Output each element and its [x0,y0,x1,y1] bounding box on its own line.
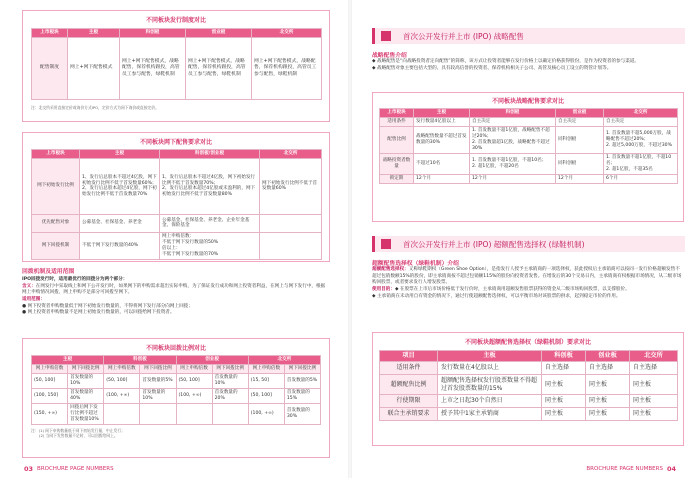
t3-cell: (50, 100] [176,373,212,388]
t1-c0: 网上+网下配售模式 [68,37,120,99]
t5-cell: 12个月 [470,174,556,183]
t3-cell: 首发数量的15% [284,388,320,403]
clawback-sub: IPO回拨发行时，适用最优行的回拨分为两个部分： [22,277,128,282]
t5-cell: 自主决定 [604,117,678,126]
t3-cell: (100, 150] [32,388,68,403]
t6-row [380,408,678,421]
t3-cell: (50, 100] [248,388,284,403]
t3-cell: 首发数量的30% [284,403,320,424]
t5-cell: 同科创板 [556,153,604,174]
t5-cell: 1. 首发数量不超1亿股，战略配售不超过20%； 2. 首发数量超1亿股，战略配售不超过30% [470,126,556,153]
clawback-p2 [22,297,328,304]
clawback-b2: ● 网上投资者申购数量不足网上初始发行数量的，可以回拨给网下投资者。 [22,310,175,316]
t6-cell: 联合主承销要求 [380,408,438,421]
t6-cell: 同主板 [630,408,678,421]
t1-row-label: 配售制度 [32,37,68,99]
t5-cell: 战略配售数量不超过首发数量的30% [414,126,470,153]
t1-c3: 网上+网下配售模式，战略配售，保荐机构跟投，高管员工参与配售，绿鞋机制 [252,37,322,99]
t6-row [380,395,678,408]
clawback-p1 [22,284,328,297]
t5-h0: 上市板块 [380,109,414,118]
t1-box [22,10,330,122]
t5-row [380,174,678,183]
t3-cell: 网上申购倍数 [32,364,68,373]
t6-cell: 自主选择 [586,362,630,375]
t5-cell: 12个月 [556,174,604,183]
t1-h1: 主板 [68,29,120,38]
t6-cell: 同主板 [542,374,586,395]
strategic-intro [372,50,682,72]
t6-cell: 自主选择 [630,362,678,375]
t2-title: 不同板块网下配售要求对比 [139,139,212,146]
t5-cell: 12个月 [414,174,470,183]
t6-h4: 北交所 [630,351,678,362]
clawback-p1-text: 在网发行中采取线上和网下公开发行时，如果网下的申购需求超出实际申购，为了保证发行成功和网上投资者利益，在网上与网下发行中，根据网上申购情况回拨，网上申购不足部分可回拨至网下。 [22,283,326,296]
t3-cell: 网上申购倍数 [104,364,140,373]
t2-r2-label: 网下回拨机制 [32,232,80,259]
t6-h1: 主板 [438,351,542,362]
t6-cell: 行使期限 [380,395,438,408]
t6-row [380,374,678,395]
right-footer-text: BROCHURE PAGE NUMBERS [586,466,663,472]
greenshoe-p1-label: 超额配售选择权： [372,267,409,272]
clawback-p1-label: 含义： [22,283,36,289]
t1-table [31,28,322,100]
t3-box [22,338,330,458]
t5-h1: 主板 [414,109,470,118]
t6-cell: 超额配售选择权发行股票数量不得超过首发股票数量的15% [438,374,542,395]
strategic-heading: 战略配售介绍 [372,53,407,59]
t5-cell: 配售比例 [380,126,414,153]
t3-cell: 网下回拨比例 [284,364,320,373]
t6-cell: 同主板 [630,395,678,408]
t5-row [380,153,678,174]
banner-strategic [372,28,685,44]
t5-title: 不同板块战略配售要求对比 [491,98,564,105]
t2-h1: 主板 [80,150,160,159]
strategic-bullet-0-text: 战略配售是“向战略投资者定向配售”的简称，该方式让投资者能够在发行价格上以确定价格获得股份，是作为投资者的参与渠道。 [377,59,640,64]
banner-greenshoe [372,236,685,252]
t3-row [32,364,321,373]
t3-cell: 回拨后网下发行比例不超过首发数量10% [68,403,104,424]
t2-box [22,132,330,262]
t3-cell [176,403,212,424]
left-footer [0,460,350,478]
t2-r0-c2: 1、发行后总股本不超过4亿股，网下初始发行比例不低于首发数量70%； 2、发行后总股本超过4亿股或未盈利的，网下初始发行比例不低于首发数量80% [160,158,260,214]
t3-cell: (15, 50] [248,373,284,388]
t3-cell [212,403,248,424]
t3-cell: 网上申购倍数 [176,364,212,373]
t6-h2: 科创板 [542,351,586,362]
right-page [350,0,700,478]
t3-row [32,403,321,424]
t3-cell: 首发数量的10% [140,388,176,403]
strategic-bullet-1: ◆ 战略配售对象主要包括大型的、具有较高信誉的投资者、保荐机构相关子公司、高管及核心员工设立的资管计划等。 [372,65,612,71]
t6-title: 不同板块超额配售选择权（绿鞋机制）要求对比 [464,339,591,346]
left-footer-text: BROCHURE PAGE NUMBERS [37,466,114,472]
t3-cell [140,403,176,424]
t3-cell [104,403,140,424]
right-footer [350,460,700,478]
t6-cell: 同主板 [630,374,678,395]
strategic-bullet-1-text: 战略配售对象主要包括大型的、具有较高信誉的投资者、保荐机构相关子公司、高管及核心员工设立的资管计划等。 [377,65,612,71]
t2-h0: 上市板块 [32,150,80,159]
t3-body [32,364,321,424]
t2-h3: 北交所 [260,150,322,159]
banner-marker-icon-2 [381,239,391,249]
t6-box [372,332,684,446]
clawback-p2-label: 适用范围： [22,296,45,302]
t5-row [380,126,678,153]
t5-cell: 自主决定 [556,117,604,126]
t1-c2: 网上+网下配售模式，战略配售，保荐机构跟投，高管员工参与配售，绿鞋机制 [186,37,252,99]
t2-r1-c3 [260,214,322,232]
t3-cell: (50, 100] [104,373,140,388]
t1-c1: 网上+网下配售模式，战略配售，保荐机构跟投，高管员工参与配售，绿鞋机制 [120,37,186,99]
t6-cell: 适用条件 [380,362,438,375]
clawback-b1: ● 网下投资者申购数量低于网下初始发行数量的，不得将网下发行部分向网上回拨； [22,303,193,309]
greenshoe-b2: ◆ 主承销商在未动用自有资金的情况下，通过行使超额配售选择权，可以平衡市场对该股票的供求，起到稳定市价的作用。 [372,293,621,299]
t6-row [380,362,678,375]
t5-cell: 同科创板 [556,126,604,153]
t5-cell: 1. 首发数量不超5,000万股，战略配售不超过20%； 2. 超过5,000万股，不超过30% [604,126,678,153]
t3-row [32,388,321,403]
t2-r1-c1: 公募基金、社保基金、养老金 [80,214,160,232]
clawback-section [22,266,328,317]
strategic-bullet-0: ◆ 战略配售是“向战略投资者定向配售”的简称，该方式让投资者能够在发行价格上以确定价格获得股份，是作为投资者的参与渠道。 [372,59,640,64]
t6-cell: 同主板 [542,395,586,408]
clawback-b1-text: 网下投资者申购数量低于网下初始发行数量的，不得将网下发行部分向网上回拨； [27,303,193,309]
t6-cell: 超额配售比例 [380,374,438,395]
t3-row [32,373,321,388]
t2-r0-label: 网下初始发行比例 [32,158,80,214]
t6-cell: 同主板 [542,408,586,421]
t2-r2-c2: 网上申购倍数： 不低于网下发行数量的50% 倍以上： 不低于网下发行数量的70% [160,232,260,259]
t5-h4: 北交所 [604,109,678,118]
t5-cell: 1. 首发数量不超1亿股，不超10名； 2. 超1亿股，不超35名 [604,153,678,174]
t2-r2-c1: 不低于网下发行数量的40% [80,232,160,259]
greenshoe-b2-text: 主承销商在未动用自有资金的情况下，通过行使超额配售选择权，可以平衡市场对该股票的供求，起到稳定市价的作用。 [377,293,621,299]
t1-h2: 科创板 [120,29,186,38]
t3-title: 不同板块回拨比例对比 [145,345,206,352]
greenshoe-b1-text: 在股票在上市后市场价格低于发行价时，主承销商用超额发售股票获得的资金从二级市场购回股票，以支撑股价。 [399,286,630,292]
t3-cell: 首发数量的5% [140,373,176,388]
t1-h3: 创业板 [186,29,252,38]
clawback-heading: 回拨机制及适用范围 [22,269,75,275]
t1-h4: 北交所 [252,29,322,38]
t3-cell: (50, 100] [32,373,68,388]
t5-cell: 不超过10名 [414,153,470,174]
t2-r1-c2: 公募基金、社保基金、养老金、企业年金基金、保险基金 [160,214,260,232]
greenshoe-p2: 使用目的：◆ 在股票在上市后市场价格低于发行价时，主承销商用超额发售股票获得的资金从二级市场购回股票，以支撑股价。 [372,286,630,292]
t6-h3: 创业板 [586,351,630,362]
t6-table [379,350,678,421]
t3-g2: 创业板 [176,356,248,365]
t1-h0: 上市板块 [32,29,68,38]
t5-cell: 锁定期 [380,174,414,183]
t5-box [372,92,684,222]
t3-cell: 首发数量的10% [212,373,248,388]
t2-r0-c1: 1、发行后总股本不超过4亿股，网下初始发行比例不低于首发数量60%； 2、发行后总股本超过4亿股，网下初始发行比例不低于首发数量70% [80,158,160,214]
t5-cell: 发行数量4亿股以上 [414,117,470,126]
t6-cell: 授予其中1家主承销商 [438,408,542,421]
t1-title: 不同板块发行制度对比 [145,17,206,24]
greenshoe-p2-label: 使用目的： [372,286,395,292]
t1-note: 注：北交所采用直接定价或询价方式IPO，定价方式为网下询价或直接定价。 [31,104,159,110]
t3-cell: 网下回拨比例 [68,364,104,373]
t3-g0: 主板 [32,356,104,365]
t5-cell: 战略投资者数量 [380,153,414,174]
t3-cell: 网下回拨比例 [212,364,248,373]
t5-cell: 1. 首发数量不超1亿股，不超10名； 2. 超1亿股，不超20名 [470,153,556,174]
t5-h3: 创业板 [556,109,604,118]
t6-cell: 同主板 [586,395,630,408]
t5-table [379,108,678,184]
t3-cell: 首发数量的20% [212,388,248,403]
t6-body [380,362,678,421]
t2-h2: 科创板/创业板 [160,150,260,159]
t3-cell: 网下回拨比例 [140,364,176,373]
greenshoe-heading: 超额配售选择权（绿鞋机制）介绍 [372,261,459,267]
t2-table [31,149,322,260]
t6-cell: 上市之日起30个自然日 [438,395,542,408]
t3-cell: 网上申购倍数 [248,364,284,373]
t2-r1-label: 优先配售对象 [32,214,80,232]
left-page-number: 03 [24,465,34,473]
t3-cell: (100, +∞) [104,388,140,403]
t3-cell: (100, +∞) [176,388,212,403]
t3-cell: (150, +∞) [32,403,68,424]
t6-cell: 同主板 [586,408,630,421]
t3-table [31,355,321,425]
clawback-b2-text: 网上投资者申购数量不足网上初始发行数量的，可以回拨给网下投资者。 [27,310,175,316]
t5-cell: 适用条件 [380,117,414,126]
t6-cell: 发行数量在4亿股以上 [438,362,542,375]
t5-cell: 自主决定 [470,117,556,126]
t6-h0: 项目 [380,351,438,362]
t6-cell: 同主板 [586,374,630,395]
t6-cell: 自主选择 [542,362,586,375]
t3-note2: (2) 当网下发售数量不足时，可以回拨给网上。 [39,432,118,438]
greenshoe-p1-text: 又称绿鞋期权（Green Shoe Option），是指发行人授予主承销商的一项选择权，获此授权后主承销商可以按同一发行价格超额发售不超过包销数额15%的股份，即主承销商按不超过包销额115%的股份向投资者发售。在增发后的30个交易日内，主承销商有权根据市场情况，从二级市场购回股票，或者要求发行人增发股票。 [372,267,682,286]
t3-g3: 北交所 [248,356,320,365]
t3-g1: 科创板 [104,356,176,365]
greenshoe-intro [372,258,682,300]
t3-cell: (100, +∞) [248,403,284,424]
banner-strategic-title: 首次公开发行并上市 (IPO) 战略配售 [403,31,524,41]
t3-cell: 首发数量的5% [284,373,320,388]
t5-cell: 6个月 [604,174,678,183]
t5-h2: 科创板 [470,109,556,118]
t2-r2-c3 [260,232,322,259]
t3-cell: 首发数量的40% [68,388,104,403]
t5-body [380,117,678,183]
right-page-number: 04 [666,465,676,473]
greenshoe-p1 [372,267,682,287]
t3-note1: 注：(1) 网下申购数量低于网下初始发行量，中止发行； [31,427,125,433]
banner-greenshoe-title: 首次公开发行并上市 (IPO) 超额配售选择权 (绿鞋机制) [403,239,585,249]
t5-row [380,117,678,126]
banner-marker-icon [381,31,391,41]
t2-r0-c3: 网下初始发行比例不低于首发数量60% [260,158,322,214]
t3-cell: 首发数量的10% [68,373,104,388]
